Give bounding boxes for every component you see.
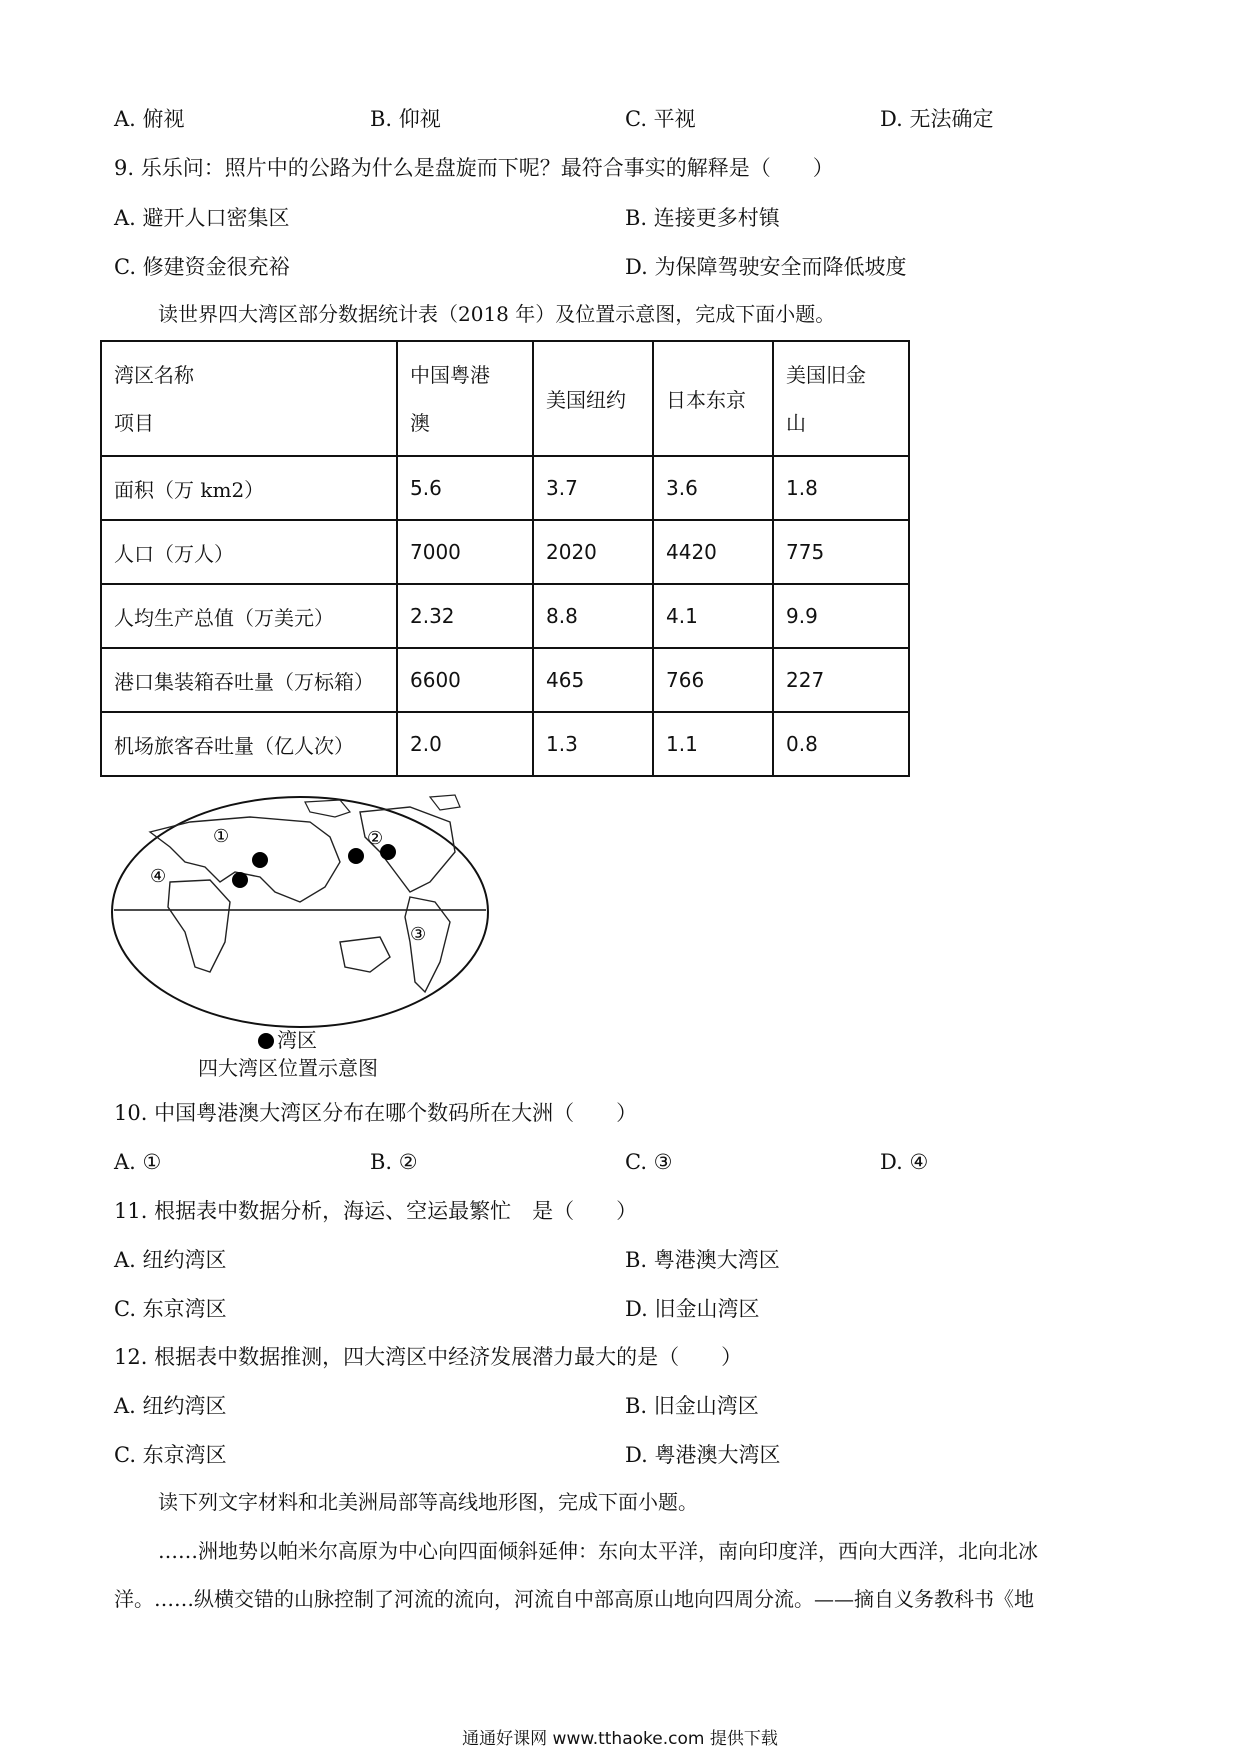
q11-option-b: B. 粤港澳大湾区	[625, 1248, 780, 1272]
q8-option-b: B. 仰视	[370, 107, 441, 131]
header-sf-line1: 美国旧金	[786, 362, 866, 387]
world-map	[110, 792, 490, 1052]
row-label: 人口（万人）	[101, 520, 397, 584]
bay-area-marker	[252, 852, 268, 868]
q12-option-d: D. 粤港澳大湾区	[625, 1443, 781, 1467]
table-cell: 775	[773, 520, 909, 584]
q9-stem: 9. 乐乐问：照片中的公路为什么是盘旋而下呢？最符合事实的解释是（ ）	[114, 156, 834, 180]
q8-option-c: C. 平视	[625, 107, 696, 131]
passage-line-1: ……洲地势以帕米尔高原为中心向四面倾斜延伸：东向太平洋，南向印度洋，西向大西洋，北向北冰	[158, 1539, 1038, 1563]
q10-option-c: C. ③	[625, 1150, 673, 1174]
map-label-2: ②	[367, 828, 384, 849]
map-legend	[258, 1024, 317, 1053]
header-cell-sanfrancisco	[773, 341, 909, 456]
table-cell: 2.0	[397, 712, 533, 776]
world-map-figure	[110, 792, 490, 1032]
row-label: 面积（万 km2）	[101, 456, 397, 520]
table-cell: 4420	[653, 520, 773, 584]
intro-north-america: 读下列文字材料和北美洲局部等高线地形图，完成下面小题。	[158, 1490, 698, 1514]
q8-option-a: A. 俯视	[114, 107, 185, 131]
bay-area-marker	[232, 872, 248, 888]
footer-download-note: 通通好课网 www.tthaoke.com 提供下载	[462, 1729, 778, 1749]
header-gba-line1: 中国粤港	[410, 362, 490, 387]
table-header-row	[101, 341, 909, 456]
table-row	[101, 584, 909, 648]
table-cell: 1.3	[533, 712, 653, 776]
q12-option-c: C. 东京湾区	[114, 1443, 227, 1467]
header-tokyo: 日本东京	[666, 388, 746, 412]
q12-stem: 12. 根据表中数据推测，四大湾区中经济发展潜力最大的是（ ）	[114, 1345, 743, 1369]
q9-option-a: A. 避开人口密集区	[114, 206, 290, 230]
q10-option-b: B. ②	[370, 1150, 418, 1174]
table-cell: 465	[533, 648, 653, 712]
q11-option-d: D. 旧金山湾区	[625, 1297, 760, 1321]
header-cell-newyork	[533, 341, 653, 456]
header-newyork: 美国纽约	[546, 388, 626, 412]
table-cell: 227	[773, 648, 909, 712]
header-cell-tokyo	[653, 341, 773, 456]
q9-option-c: C. 修建资金很充裕	[114, 255, 290, 279]
header-item: 项目	[114, 410, 154, 435]
q10-stem: 10. 中国粤港澳大湾区分布在哪个数码所在大洲（ ）	[114, 1101, 638, 1125]
header-cell-item	[101, 341, 397, 456]
table-cell: 0.8	[773, 712, 909, 776]
table-cell: 2.32	[397, 584, 533, 648]
row-label: 人均生产总值（万美元）	[101, 584, 397, 648]
table-cell: 6600	[397, 648, 533, 712]
header-cell-gba	[397, 341, 533, 456]
legend-label: 湾区	[277, 1028, 317, 1052]
table-cell: 5.6	[397, 456, 533, 520]
table-cell: 4.1	[653, 584, 773, 648]
q11-option-a: A. 纽约湾区	[114, 1248, 227, 1272]
q10-option-d: D. ④	[880, 1150, 929, 1174]
map-label-4: ④	[150, 866, 167, 887]
passage-line-2: 洋。……纵横交错的山脉控制了河流的流向，河流自中部高原山地向四周分流。——摘自义务教科书《地	[114, 1587, 1034, 1611]
q10-option-a: A. ①	[114, 1150, 162, 1174]
map-label-1: ①	[213, 826, 230, 847]
table-cell: 2020	[533, 520, 653, 584]
q11-stem: 11. 根据表中数据分析，海运、空运最繁忙 是（ ）	[114, 1199, 638, 1223]
table-row	[101, 456, 909, 520]
bay-area-data-table	[100, 340, 910, 777]
table-row	[101, 520, 909, 584]
table-cell: 9.9	[773, 584, 909, 648]
q9-option-d: D. 为保障驾驶安全而降低坡度	[625, 255, 907, 279]
table-cell: 766	[653, 648, 773, 712]
legend-dot-icon	[258, 1033, 274, 1049]
table-row	[101, 648, 909, 712]
table-cell: 7000	[397, 520, 533, 584]
row-label: 港口集装箱吞吐量（万标箱）	[101, 648, 397, 712]
q11-option-c: C. 东京湾区	[114, 1297, 227, 1321]
table-cell: 3.6	[653, 456, 773, 520]
q12-option-a: A. 纽约湾区	[114, 1394, 227, 1418]
header-sf-line2: 山	[786, 410, 806, 435]
bay-area-marker	[348, 848, 364, 864]
intro-bay-areas: 读世界四大湾区部分数据统计表（2018 年）及位置示意图，完成下面小题。	[158, 302, 836, 326]
q9-option-b: B. 连接更多村镇	[625, 206, 780, 230]
table-cell: 1.1	[653, 712, 773, 776]
map-label-3: ③	[410, 924, 427, 945]
q8-option-d: D. 无法确定	[880, 107, 994, 131]
row-label: 机场旅客吞吐量（亿人次）	[101, 712, 397, 776]
q12-option-b: B. 旧金山湾区	[625, 1394, 759, 1418]
header-gba-line2: 澳	[410, 410, 430, 435]
header-bay-name: 湾区名称	[114, 362, 194, 387]
table-cell: 1.8	[773, 456, 909, 520]
table-cell: 3.7	[533, 456, 653, 520]
table-cell: 8.8	[533, 584, 653, 648]
map-caption: 四大湾区位置示意图	[198, 1056, 378, 1080]
table-row	[101, 712, 909, 776]
